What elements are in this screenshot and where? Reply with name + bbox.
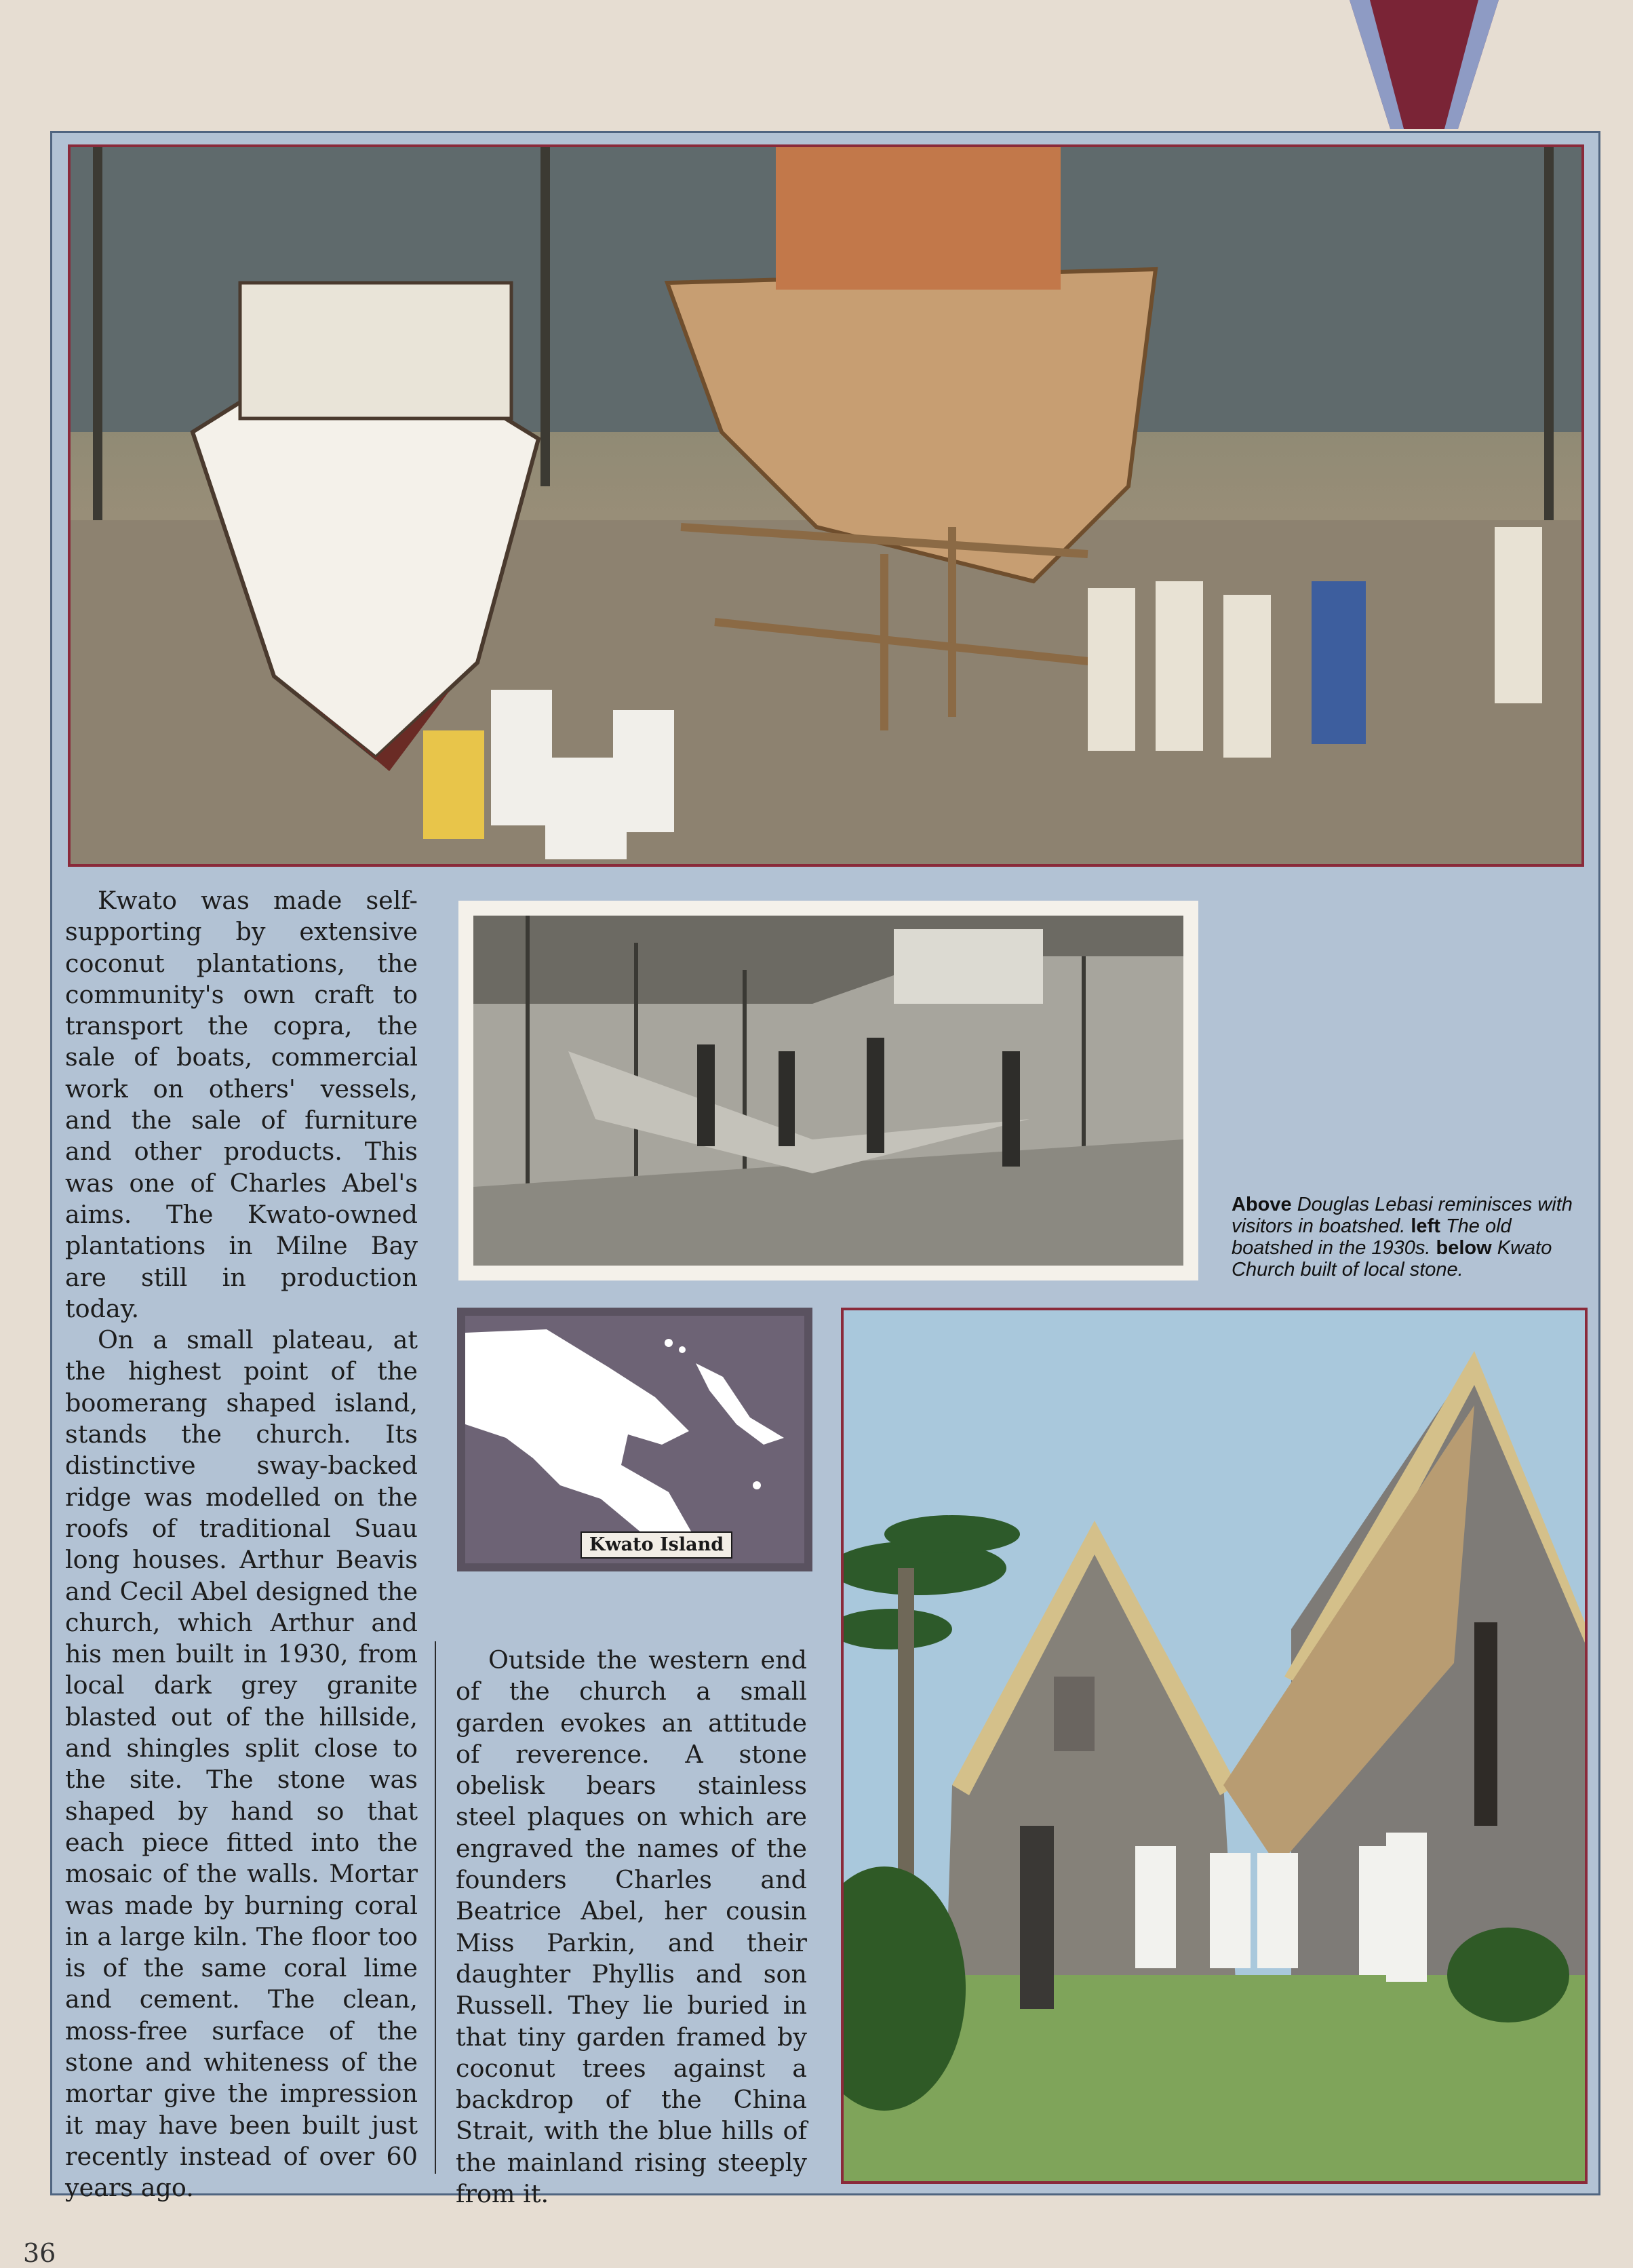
map-label: Kwato Island	[581, 1531, 732, 1559]
paragraph: Outside the western end of the church a small garden evokes an attitude of reverence. A stone obelisk bears stainless steel plaques on which are engraved the names of the founders Charles and Beatrice Abel, her cousin Miss Parkin, and their daughter Phyllis and son Russell. They lie buried in that tiny garden framed by coconut trees against a backdrop of the China Strait, with the blue hills of the mainland rising steeply from it.	[456, 1645, 807, 2209]
caption-label-above: Above	[1232, 1194, 1292, 1215]
caption-text-below: Kwato Church built of local stone.	[1232, 1237, 1552, 1280]
caption-label-left: left	[1411, 1215, 1440, 1237]
photo-caption	[1232, 1194, 1584, 1280]
caption-label-below: below	[1436, 1237, 1492, 1259]
page-number: 36	[23, 2238, 56, 2268]
kwato-island-map	[457, 1308, 812, 1571]
boatshed-photo	[68, 144, 1584, 867]
article-column-left	[65, 885, 418, 2204]
paragraph: On a small plateau, at the highest point of the boomerang shaped island, stands the church. Its distinctive sway-backed ridge was modelled on the roofs of traditional Suau long houses. Arthur Beavis and Cecil Abel designed the church, which Arthur and his men built in 1930, from local dark grey granite blasted out of the hillside, and shingles split close to the site. The stone was shaped by hand so that each piece fitted into the mosaic of the walls. Mortar was made by burning coral in a large kiln. The floor too is of the same coral lime and cement. The clean, moss-free surface of the stone and whiteness of the mortar give the impression it may have been built just recently instead of over 60 years ago.	[65, 1325, 418, 2203]
caption-text-above: Douglas Lebasi reminisces with visitors in boatshed.	[1232, 1194, 1573, 1237]
caption-text-left: The old boatshed in the 1930s.	[1232, 1215, 1512, 1259]
article-column-middle	[456, 1645, 807, 2210]
church-photo	[841, 1308, 1588, 2184]
paragraph: Kwato was made self-supporting by extensive coconut plantations, the community's own craft to transport the copra, the sale of boats, commercial work on others' vessels, and the sale of furniture and other products. This was one of Charles Abel's aims. The Kwato-owned plantations in Milne Bay are still in production today.	[65, 886, 418, 1323]
column-divider	[435, 1641, 436, 2174]
old-boatshed-photo	[458, 901, 1198, 1280]
